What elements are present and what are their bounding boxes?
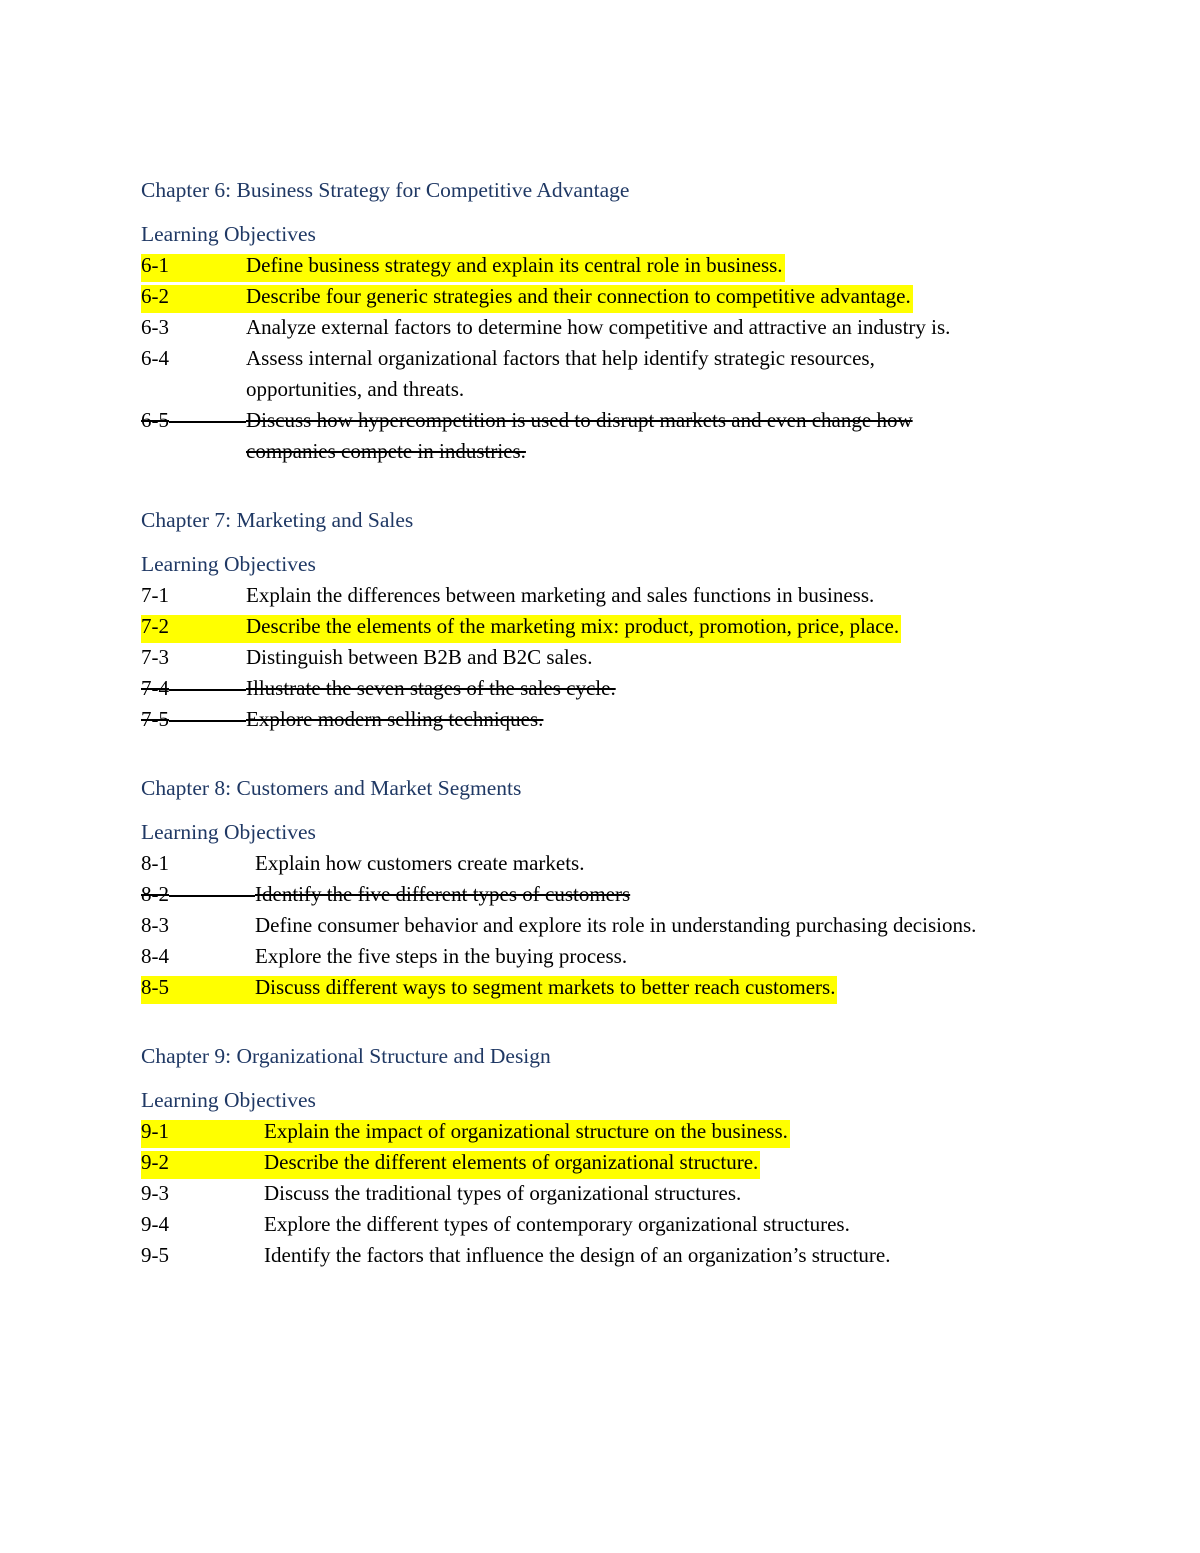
objective-text: Analyze external factors to determine how competitive and attractive an industry is. <box>246 315 951 339</box>
objective-item <box>141 1178 1101 1209</box>
objective-number: 9-3 <box>141 1181 169 1205</box>
objective-text: Discuss different ways to segment markets to better reach customers. <box>255 975 836 999</box>
objective-item <box>141 673 1101 704</box>
objective-text: Describe the elements of the marketing mix: product, promotion, price, place. <box>246 614 900 638</box>
strike-line <box>169 895 255 897</box>
learning-objectives-heading: Learning Objectives <box>141 552 316 576</box>
objective-number: 7-5 <box>141 707 169 731</box>
objective-text: Define business strategy and explain its central role in business. <box>246 253 783 277</box>
chapter-7 <box>141 502 1101 735</box>
learning-objectives-heading: Learning Objectives <box>141 222 316 246</box>
objective-text: Describe four generic strategies and their connection to competitive advantage. <box>246 284 911 308</box>
learning-objectives-heading: Learning Objectives <box>141 1088 316 1112</box>
objective-number: 7-2 <box>141 614 169 638</box>
objective-item <box>141 1209 1101 1240</box>
strike-line <box>169 421 246 423</box>
objective-item <box>141 910 1101 941</box>
objective-item <box>141 1240 1101 1271</box>
objective-item <box>141 250 1101 281</box>
chapter-title: Chapter 7: Marketing and Sales <box>141 508 414 532</box>
objective-text: Assess internal organizational factors that help identify strategic resources, opportunities, and threats. <box>246 346 875 401</box>
objective-number: 7-1 <box>141 583 169 607</box>
objective-item <box>141 941 1101 972</box>
objective-text: Explain the impact of organizational structure on the business. <box>264 1119 788 1143</box>
objective-number: 8-2 <box>141 882 169 906</box>
objective-item <box>141 642 1101 673</box>
objective-item <box>141 611 1101 642</box>
objective-item <box>141 972 1101 1003</box>
objective-text: Identify the factors that influence the design of an organization’s structure. <box>264 1243 891 1267</box>
chapter-title: Chapter 8: Customers and Market Segments <box>141 776 522 800</box>
objective-number: 8-4 <box>141 944 169 968</box>
objective-item <box>141 1116 1101 1147</box>
objective-number: 9-2 <box>141 1150 169 1174</box>
objective-item <box>141 704 1101 735</box>
objective-text: Discuss how hypercompetition is used to disrupt markets and even change how companies compete in industries. <box>246 408 913 463</box>
strike-line <box>169 689 246 691</box>
objective-item <box>141 879 1101 910</box>
objective-text: Describe the different elements of organizational structure. <box>264 1150 759 1174</box>
strike-line <box>169 720 246 722</box>
objective-text: Explain the differences between marketing and sales functions in business. <box>246 583 875 607</box>
objective-number: 8-1 <box>141 851 169 875</box>
objective-number: 6-5 <box>141 408 169 432</box>
objective-text: Define consumer behavior and explore its role in understanding purchasing decisions. <box>255 913 977 937</box>
objective-number: 9-4 <box>141 1212 169 1236</box>
objective-number: 7-4 <box>141 676 169 700</box>
objective-number: 6-4 <box>141 346 169 370</box>
objective-text: Explain how customers create markets. <box>255 851 585 875</box>
objective-text: Explore modern selling techniques. <box>246 707 544 731</box>
objective-number: 6-2 <box>141 284 169 308</box>
objective-text: Identify the five different types of customers <box>255 882 631 906</box>
objective-item <box>141 580 1101 611</box>
objective-text: Explore the five steps in the buying process. <box>255 944 628 968</box>
chapter-8 <box>141 770 1101 1003</box>
objective-item <box>141 312 1101 343</box>
chapter-6 <box>141 172 1101 467</box>
objective-text: Discuss the traditional types of organizational structures. <box>264 1181 742 1205</box>
objective-item <box>141 343 1101 405</box>
chapter-title: Chapter 9: Organizational Structure and Design <box>141 1044 551 1068</box>
objective-item <box>141 1147 1101 1178</box>
objective-number: 7-3 <box>141 645 169 669</box>
objective-number: 6-3 <box>141 315 169 339</box>
objective-item <box>141 405 1101 467</box>
chapter-9 <box>141 1038 1101 1271</box>
objective-item <box>141 848 1101 879</box>
learning-objectives-heading: Learning Objectives <box>141 820 316 844</box>
objective-number: 8-5 <box>141 975 169 999</box>
objective-text: Explore the different types of contemporary organizational structures. <box>264 1212 850 1236</box>
objective-text: Distinguish between B2B and B2C sales. <box>246 645 593 669</box>
objective-number: 8-3 <box>141 913 169 937</box>
objective-number: 9-1 <box>141 1119 169 1143</box>
objective-number: 6-1 <box>141 253 169 277</box>
objective-item <box>141 281 1101 312</box>
document-page <box>141 172 1101 1306</box>
objective-number: 9-5 <box>141 1243 169 1267</box>
chapter-title: Chapter 6: Business Strategy for Competitive Advantage <box>141 178 630 202</box>
objective-text: Illustrate the seven stages of the sales cycle. <box>246 676 616 700</box>
